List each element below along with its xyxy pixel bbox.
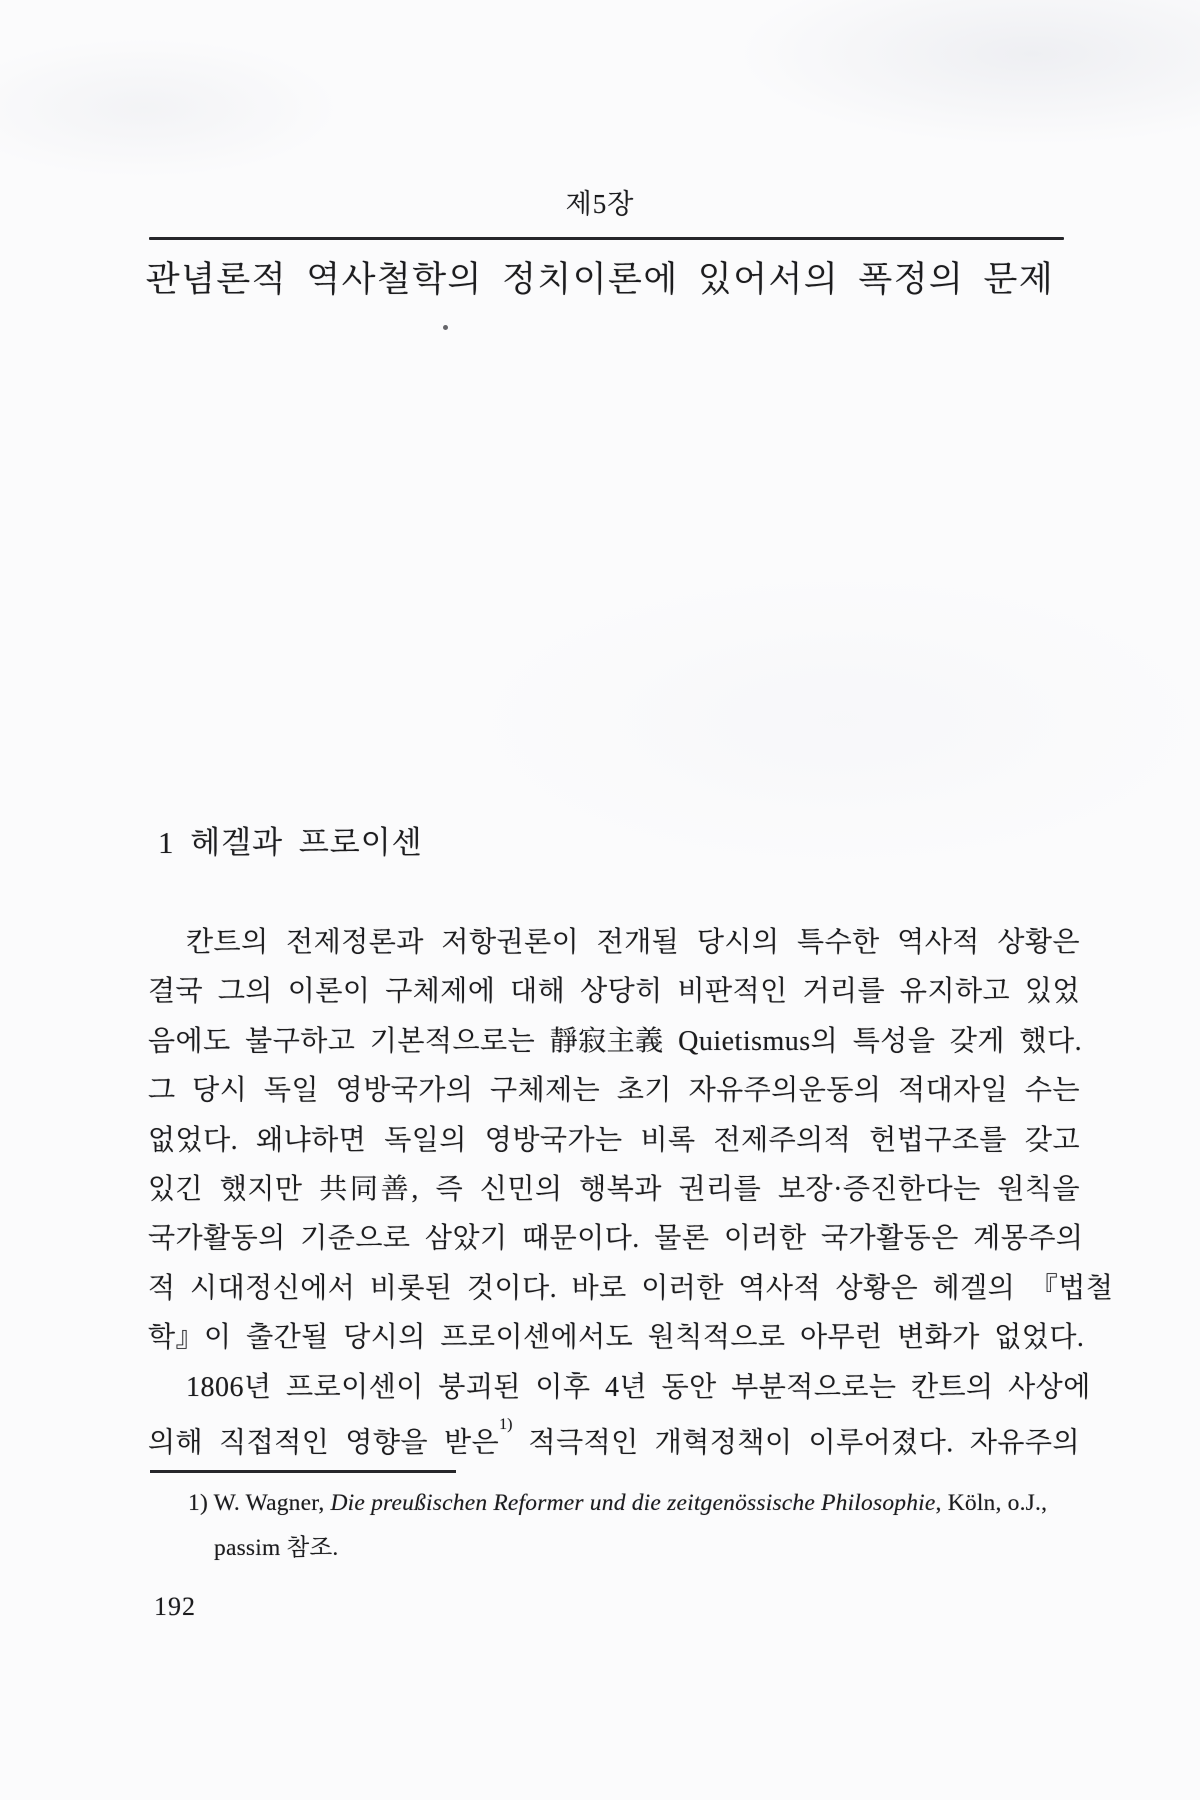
title-divider-rule xyxy=(149,237,1064,240)
body-line-text: 의해 직접적인 영향을 받은 xyxy=(148,1427,500,1459)
body-line: 칸트의 전제정론과 저항권론이 전개될 당시의 특수한 역사적 상황은 xyxy=(186,927,1080,958)
body-line: 국가활동의 기준으로 삼았기 때문이다. 물론 이러한 국가활동은 계몽주의 xyxy=(148,1223,1084,1255)
body-line: 있긴 했지만 共同善, 즉 신민의 행복과 권리를 보장·증진한다는 원칙을 xyxy=(148,1173,1080,1205)
page-number: 192 xyxy=(154,1592,196,1621)
body-line-text: 적극적인 개혁정책이 이루어졌다. 자유주의 xyxy=(528,1427,1081,1459)
scan-dot-artifact xyxy=(443,325,448,330)
body-line: 학』이 출간될 당시의 프로이센에서도 원칙적으로 아무런 변화가 없었다. xyxy=(148,1322,1085,1354)
footnote-author: W. Wagner, xyxy=(213,1490,325,1516)
footnote-publication-info: , Köln, o.J., xyxy=(935,1490,1048,1516)
page-title: 관념론적 역사철학의 정치이론에 있어서의 폭정의 문제 xyxy=(145,260,1055,299)
footnote-book-title: Die preußischen Reformer und die zeitgenössische Philosophie xyxy=(330,1490,936,1516)
body-line: 적 시대정신에서 비롯된 것이다. 바로 이러한 역사적 상황은 헤겔의 『법철 xyxy=(148,1272,1114,1304)
body-line: 1806년 프로이센이 붕괴된 이후 4년 동안 부분적으로는 칸트의 사상에 xyxy=(186,1371,1091,1403)
footnote-marker: 1) xyxy=(188,1490,208,1516)
body-line: 음에도 불구하고 기본적으로는 靜寂主義 Quietismus의 특성을 갖게 했다. xyxy=(148,1025,1083,1057)
footnote xyxy=(188,1481,1088,1571)
section-heading: 1 헤겔과 프로이센 xyxy=(158,825,423,860)
chapter-label: 제5장 xyxy=(565,189,635,219)
footnote-reference-marker: 1) xyxy=(499,1415,513,1433)
body-line: 그 당시 독일 영방국가의 구체제는 초기 자유주의운동의 적대자일 수는 xyxy=(148,1075,1080,1107)
body-line: 없었다. 왜냐하면 독일의 영방국가는 비록 전제주의적 헌법구조를 갖고 xyxy=(148,1124,1080,1156)
body-line-with-footnote-ref xyxy=(148,1412,1080,1461)
body-text xyxy=(148,918,1114,1461)
body-line: 결국 그의 이론이 구체제에 대해 상당히 비판적인 거리를 유지하고 있었 xyxy=(148,976,1080,1008)
footnote-line xyxy=(188,1481,1088,1526)
footnote-line: passim 참조. xyxy=(214,1535,339,1561)
footnote-divider-rule xyxy=(150,1470,456,1473)
